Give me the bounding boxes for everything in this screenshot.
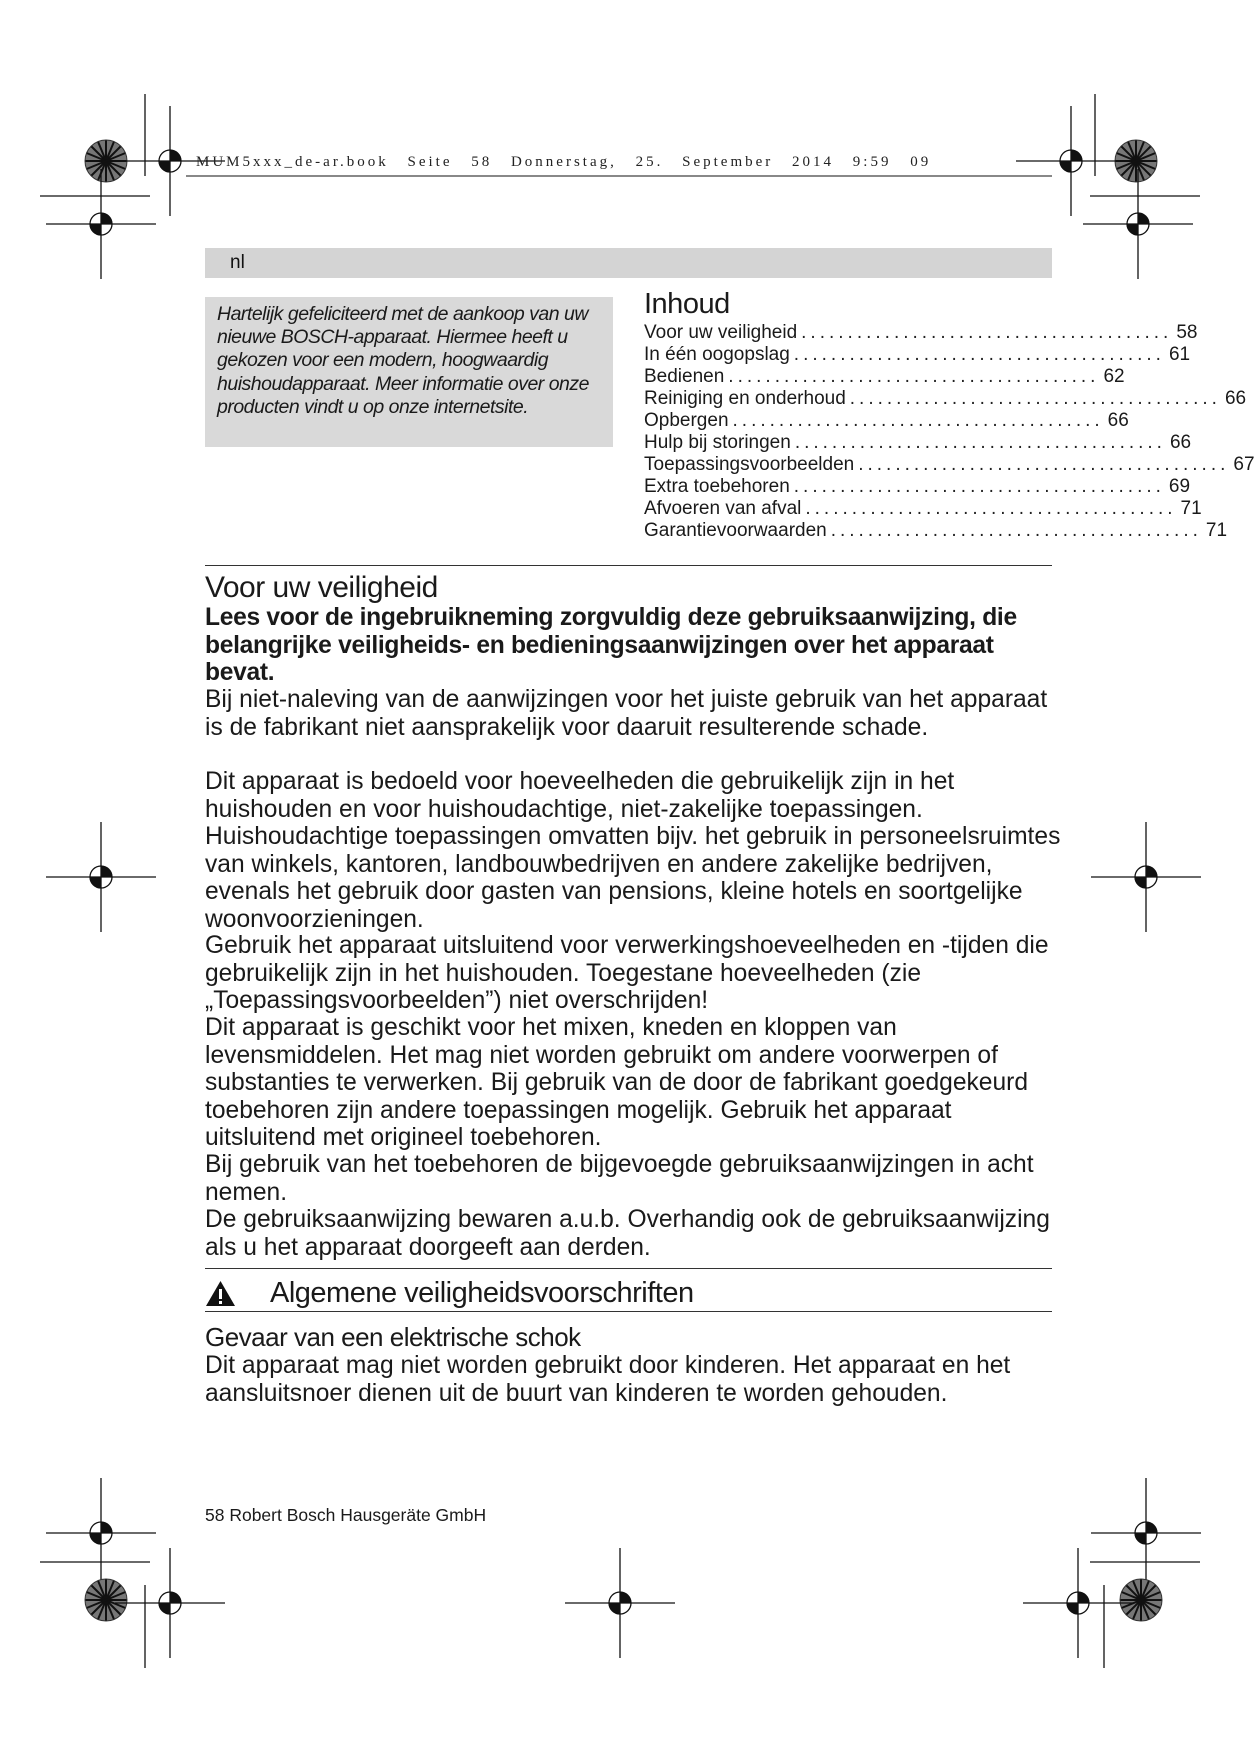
language-bar — [205, 248, 1052, 278]
registration-crosshair-icon — [1016, 106, 1126, 216]
registration-crosshair-icon — [1083, 169, 1193, 279]
intro-box — [205, 297, 613, 447]
safety-paragraph: De gebruiksaanwijzing bewaren a.u.b. Overhandig ook de gebruiksaanwijzing als u het apparaat doorgeeft aan derden. — [205, 1206, 1050, 1261]
registration-crosshair-icon — [46, 822, 156, 932]
warning-triangle-icon — [205, 1280, 236, 1307]
safety-paragraph: Gebruik het apparaat uitsluitend voor verwerkingshoeveelheden en -tijden die gebruikelijk zijn in het huishouden. Toegestane hoeveelheden (zie „Toepassingsvoorbeelden”) niet overschrijden! — [205, 932, 1049, 1014]
registration-crosshair-icon — [1091, 822, 1201, 932]
section-title-safety: Voor uw veiligheid — [205, 571, 438, 604]
toc-entry[interactable]: In één oogopslag ........................................ 61 — [644, 344, 1191, 365]
section-divider — [205, 1268, 1052, 1269]
toc-list — [644, 322, 1255, 542]
toc-entry[interactable]: Toepassingsvoorbeelden ........................................ 67 — [644, 454, 1255, 475]
registration-crosshair-icon — [1023, 1548, 1133, 1658]
toc-entry[interactable]: Afvoeren van afval ........................................ 71 — [644, 498, 1202, 519]
section-divider — [205, 565, 1052, 566]
section-divider — [205, 1311, 1052, 1312]
registration-wheel-icon — [1120, 1579, 1162, 1621]
print-header: MUM5xxx_de-ar.book Seite 58 Donnerstag, 25. September 2014 9:59 09 — [196, 154, 932, 170]
toc-entry[interactable]: Extra toebehoren ........................................ 69 — [644, 476, 1191, 497]
registration-wheel-icon — [85, 1579, 127, 1621]
safety-lead-text: Lees voor de ingebruikneming zorgvuldig deze gebruiksaanwijzing, die belangrijke veiligheids- en bedieningsaanwijzingen over het apparaat bevat. — [205, 604, 1017, 686]
toc-entry[interactable]: Bedienen ........................................ 62 — [644, 366, 1125, 387]
safety-paragraph: Dit apparaat is geschikt voor het mixen, kneden en kloppen van levensmiddelen. Het mag niet worden gebruikt om andere voorwerpen of substanties te verwerken. Bij gebruik van de door de fabrikant goedgekeurd toebehoren zijn andere toepassingen mogelijk. Gebruik het apparaat uitsluitend met origineel toebehoren. — [205, 1014, 1029, 1151]
registration-crosshair-icon — [46, 1478, 156, 1588]
page-footer: 58 Robert Bosch Hausgeräte GmbH — [205, 1505, 487, 1525]
registration-crosshair-icon — [1091, 1478, 1201, 1588]
general-safety-title: Algemene veiligheidsvoorschriften — [270, 1277, 694, 1309]
toc-title: Inhoud — [644, 288, 730, 320]
toc-entry[interactable]: Reiniging en onderhoud ........................................ 66 — [644, 388, 1247, 409]
registration-crosshair-icon — [115, 1548, 225, 1658]
language-code: nl — [230, 252, 245, 273]
table-of-contents — [644, 286, 1255, 542]
general-safety-heading — [205, 1277, 694, 1310]
registration-crosshair-icon — [46, 169, 156, 279]
toc-entry[interactable]: Voor uw veiligheid ........................................ 58 — [644, 322, 1198, 343]
safety-paragraph: Dit apparaat is bedoeld voor hoeveelheden die gebruikelijk zijn in het huishouden en voor huishoudachtige, niet-zakelijke toepassingen. Huishoudachtige toepassingen omvatten bijv. het gebruik in personeelsruimtes van winkels, kantoren, landbouwbedrijven en andere zakelijke bedrijven, evenals het gebruik door gasten van pensions, kleine hotels en soortgelijke woonvoorzieningen. — [205, 768, 1061, 933]
toc-entry[interactable]: Garantievoorwaarden ........................................ 71 — [644, 520, 1228, 541]
electric-shock-heading: Gevaar van een elektrische schok — [205, 1322, 581, 1352]
electric-shock-text: Dit apparaat mag niet worden gebruikt door kinderen. Het apparaat en het aansluitsnoer dienen uit de buurt van kinderen te worden gehouden. — [205, 1352, 1011, 1407]
registration-crosshair-icon — [565, 1548, 675, 1658]
intro-text: Hartelijk gefeliciteerd met de aankoop van uw nieuwe BOSCH-apparaat. Hiermee heeft u gekozen voor een modern, hoogwaardig huishoudapparaat. Meer informatie over onze producten vindt u op onze internetsite. — [217, 303, 589, 418]
safety-paragraph: Bij gebruik van het toebehoren de bijgevoegde gebruiksaanwijzingen in acht nemen. — [205, 1151, 1034, 1206]
toc-entry[interactable]: Hulp bij storingen ........................................ 66 — [644, 432, 1192, 453]
safety-paragraph: Bij niet-naleving van de aanwijzingen voor het juiste gebruik van het apparaat is de fabrikant niet aansprakelijk voor daaruit resulterende schade. — [205, 686, 1048, 741]
toc-entry[interactable]: Opbergen ........................................ 66 — [644, 410, 1129, 431]
